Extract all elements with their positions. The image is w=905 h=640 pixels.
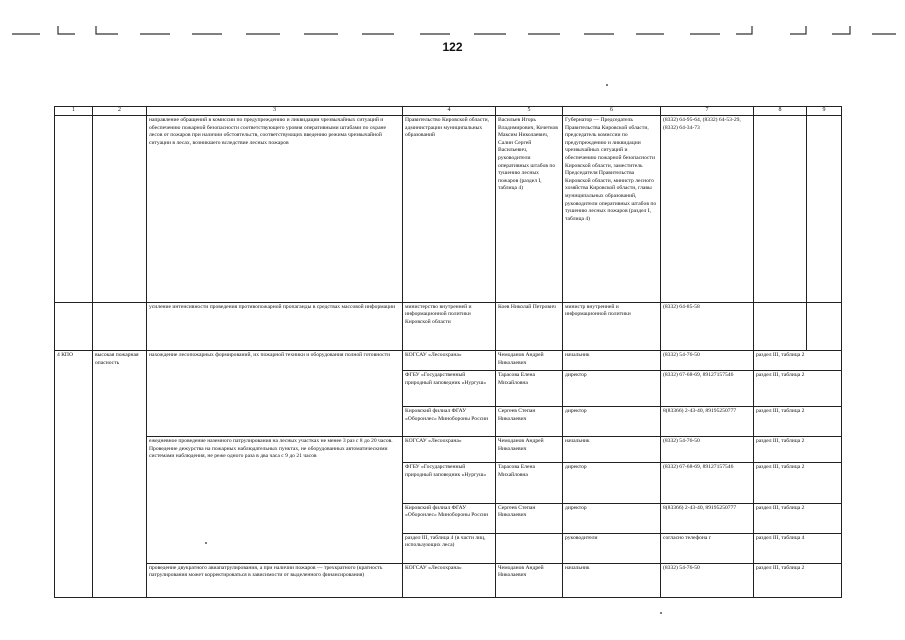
table-cell: начальник <box>563 563 661 597</box>
table-cell: КОГСАУ «Лесоохрана» <box>403 437 496 463</box>
table-cell: (8332) 64-95-64, (8332) 64-53-29, (8332) 64-34-73 <box>661 116 754 303</box>
page-number: 122 <box>442 40 463 54</box>
table-cell: усиление интенсивности проведения противопожарной пропаганды в средствах массовой информации <box>147 302 403 350</box>
table-cell: Губернатор — Председатель Правительства Кировской области, председатель комиссии по предупреждению и ликвидации чрезвычайных ситуаций и обеспечению пожарной безопасности Кировской области, заместитель Председателя Правительства Кировской области, министр лесного хозяйства Кировской области, главы муниципальных образований, руководители оперативных штабов по тушению лесных пожаров (раздел I, таблица 4) <box>563 116 661 303</box>
table-cell <box>55 302 93 350</box>
table-cell: Кировский филиал ФГАУ «Оборонлес» Минобороны России <box>403 503 496 533</box>
scan-speck <box>660 612 662 614</box>
table-cell: министр внутренней и информационной политики <box>563 302 661 350</box>
header-cell: 5 <box>496 107 563 116</box>
header-cell: 1 <box>55 107 93 116</box>
header-cell: 8 <box>754 107 807 116</box>
header-cell: 9 <box>807 107 842 116</box>
table-cell: Тарасова Елена Михайловна <box>496 371 563 407</box>
table-cell: директор <box>563 407 661 437</box>
table-cell: Тарасова Елена Михайловна <box>496 463 563 503</box>
table-cell: раздел III, таблица 2 <box>754 463 842 503</box>
table-cell: (8332) 64-85-58 <box>661 302 754 350</box>
table-cell <box>496 533 563 563</box>
table-cell: директор <box>563 503 661 533</box>
table-cell: направление обращений в комиссии по предупреждению и ликвидации чрезвычайных ситуаций и обеспечению пожарной безопасности соответствующего уровня оперативными штабами по охране лесов от пожаров при наличии обстоятельств, соответствующих введению режима чрезвычайной ситуации в лесах, возникшего вследствие лесных пожаров <box>147 116 403 303</box>
table-cell <box>55 116 93 303</box>
table-cell: Кировский филиал ФГАУ «Оборонлес» Минобороны России <box>403 407 496 437</box>
table-cell: 8(83366) 2-43-40, 89195250777 <box>661 407 754 437</box>
table-cell: раздел III, таблица 2 <box>754 350 842 370</box>
table-cell: (8332) 54-76-50 <box>661 350 754 370</box>
table-cell: раздел III, таблица 4 <box>754 533 842 563</box>
table-cell <box>807 302 842 350</box>
table-cell: ФГБУ «Государственный природный заповедник «Нургуш» <box>403 463 496 503</box>
table-cell: министерство внутренней и информационной политики Кировской области <box>403 302 496 350</box>
table-cell: директор <box>563 371 661 407</box>
table-cell: 4 КПО <box>55 350 93 597</box>
table-cell <box>754 302 807 350</box>
table-cell: Сергеев Степан Николаевич <box>496 503 563 533</box>
table-cell: высокая пожарная опасность <box>93 350 147 597</box>
table-cell <box>93 302 147 350</box>
table-cell: руководители <box>563 533 661 563</box>
table-cell: Сергеев Степан Николаевич <box>496 407 563 437</box>
table-cell: (8332) 54-76-50 <box>661 437 754 463</box>
table-cell: Чемоданов Андрей Николаевич <box>496 563 563 597</box>
table-cell: Правительство Кировской области, администрации муниципальных образований <box>403 116 496 303</box>
table-cell: раздел III, таблица 4 (в части лиц, использующих леса) <box>403 533 496 563</box>
header-cell: 2 <box>93 107 147 116</box>
table-cell: (8332) 54-76-50 <box>661 563 754 597</box>
table-cell <box>754 116 807 303</box>
table-cell: (8332) 67-68-69, 89127157546 <box>661 371 754 407</box>
table-cell: начальник <box>563 437 661 463</box>
table-cell: проведение двукратного авиапатрулирования, а при наличии пожаров — трехкратного (кратность патрулирования может корректироваться в зависимости от выделенного финансирования) <box>147 563 403 597</box>
table-cell: раздел III, таблица 2 <box>754 437 842 463</box>
scan-speck <box>606 84 608 86</box>
table-cell: (8332) 67-68-69, 89127157546 <box>661 463 754 503</box>
table-cell <box>807 116 842 303</box>
table-cell: Коев Николай Петрович <box>496 302 563 350</box>
table-cell: начальник <box>563 350 661 370</box>
table-cell: согласно телефона г <box>661 533 754 563</box>
table-row <box>55 563 842 597</box>
header-cell: 7 <box>661 107 754 116</box>
table-cell: директор <box>563 463 661 503</box>
table-cell: раздел III, таблица 2 <box>754 371 842 407</box>
table-cell: Чемоданов Андрей Николаевич <box>496 350 563 370</box>
data-table <box>54 106 842 598</box>
header-cell: 6 <box>563 107 661 116</box>
table-row <box>55 116 842 303</box>
table-cell: ежедневное проведение наземного патрулирования на лесных участках не менее 3 раз с 8 до 20 часов. Проведение дежурства на пожарных наблюдательных пунктах, не оборудованных автоматическими системами наблюдения, не реже одного раза в два часа с 9 до 21 часов <box>147 437 403 563</box>
table-cell: КОГСАУ «Лесоохрана» <box>403 563 496 597</box>
table-cell: ФГБУ «Государственный природный заповедник «Нургуш» <box>403 371 496 407</box>
scan-speck <box>205 542 207 544</box>
table-header-row <box>55 107 842 116</box>
table-cell: раздел III, таблица 2 <box>754 503 842 533</box>
table-cell <box>93 116 147 303</box>
header-cell: 3 <box>147 107 403 116</box>
table-cell: раздел III, таблица 2 <box>754 563 842 597</box>
table-row <box>55 437 842 463</box>
table-cell: Чемоданов Андрей Николаевич <box>496 437 563 463</box>
table-cell: раздел III, таблица 2 <box>754 407 842 437</box>
table-cell: нахождение лесопожарных формирований, их пожарной техники и оборудования полной готовности <box>147 350 403 436</box>
table-row <box>55 302 842 350</box>
header-cell: 4 <box>403 107 496 116</box>
table-cell: КОГСАУ «Лесоохрана» <box>403 350 496 370</box>
table-row <box>55 350 842 370</box>
table-cell: Васильев Игорь Владимирович, Кочетков Максим Николаевич, Салин Сергей Васильевич, руководители оперативных штабов по тушению лесных пожаров (раздел I, таблица 4) <box>496 116 563 303</box>
table-cell: 8(83366) 2-43-40, 89195250777 <box>661 503 754 533</box>
